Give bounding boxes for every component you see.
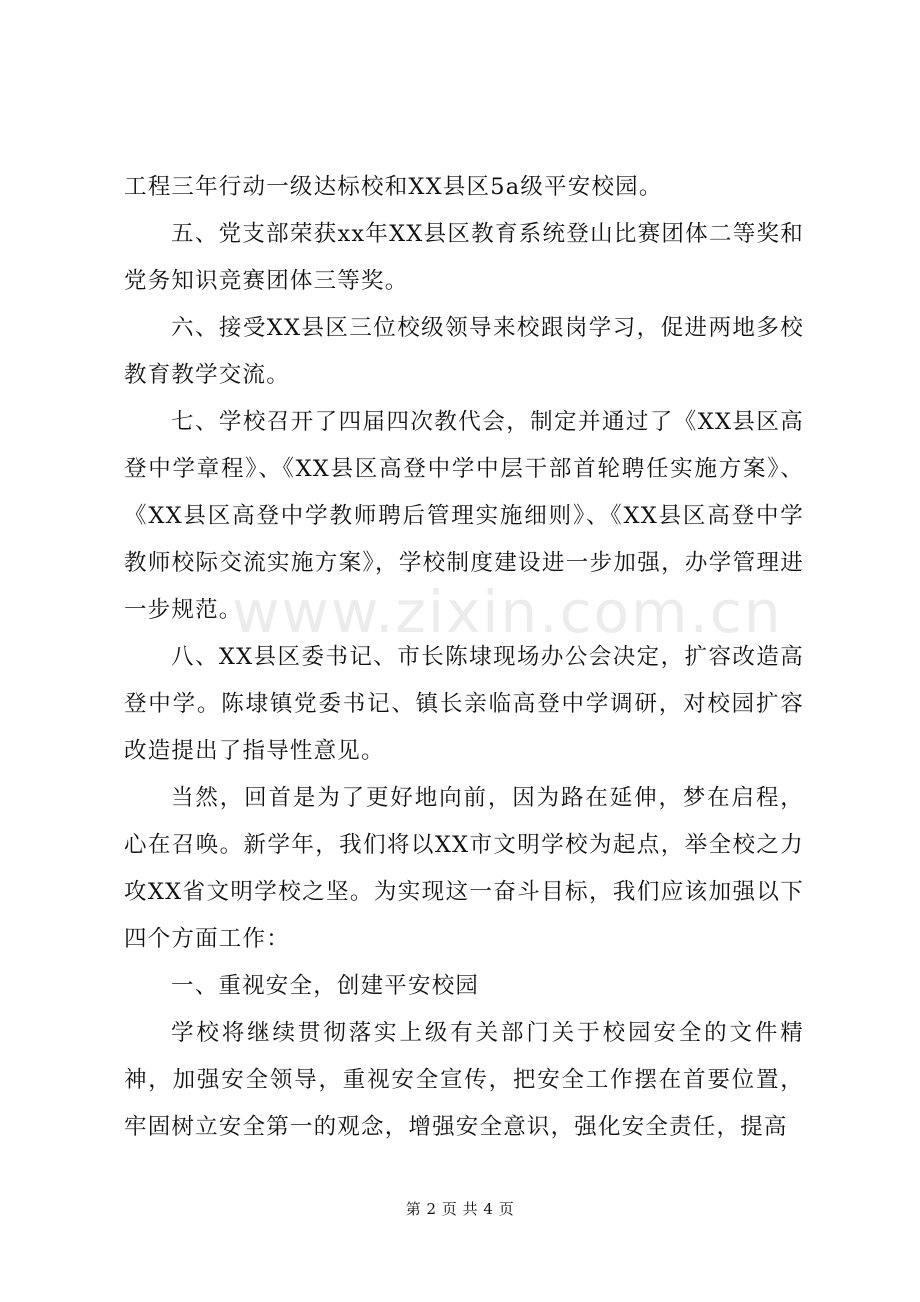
paragraph: 六、接受XX县区三位校级领导来校跟岗学习，促进两地多校教育教学交流。: [124, 315, 804, 388]
watermark: www.zixin.com.cn: [232, 578, 783, 646]
section-heading: 一、重视安全，创建平安校园: [171, 973, 480, 999]
paragraph: 七、学校召开了四届四次教代会，制定并通过了《XX县区高登中学章程》、《XX县区高登中学中层干部首轮聘任实施方案》、《XX县区高登中学教师聘后管理实施细则》、《XX县区高登中学教师校际交流实施方案》，学校制度建设进一步加强，办学管理进一步规范。: [124, 409, 804, 623]
paragraph: 学校将继续贯彻落实上级有关部门关于校园安全的文件精神，加强安全领导，重视安全宣传，把安全工作摆在首要位置，牢固树立安全第一的观念，增强安全意识，强化安全责任，提高: [124, 1020, 804, 1140]
paragraph: 五、党支部荣获xx年XX县区教育系统登山比赛团体二等奖和党务知识竞赛团体三等奖。: [124, 221, 804, 294]
page-number-footer: 第 2 页 共 4 页: [405, 1200, 515, 1218]
paragraph: 当然，回首是为了更好地向前，因为路在延伸，梦在启程，心在召唤。新学年，我们将以XX市文明学校为起点，举全校之力攻XX省文明学校之坚。为实现这一奋斗目标，我们应该加强以下四个方面工作：: [124, 785, 804, 952]
paragraph: 八、XX县区委书记、市长陈埭现场办公会决定，扩容改造高登中学。陈埭镇党委书记、镇长亲临高登中学调研，对校园扩容改造提出了指导性意见。: [124, 644, 804, 764]
document-body: [124, 164, 804, 1151]
paragraph: 工程三年行动一级达标校和XX县区5a级平安校园。: [124, 174, 663, 200]
